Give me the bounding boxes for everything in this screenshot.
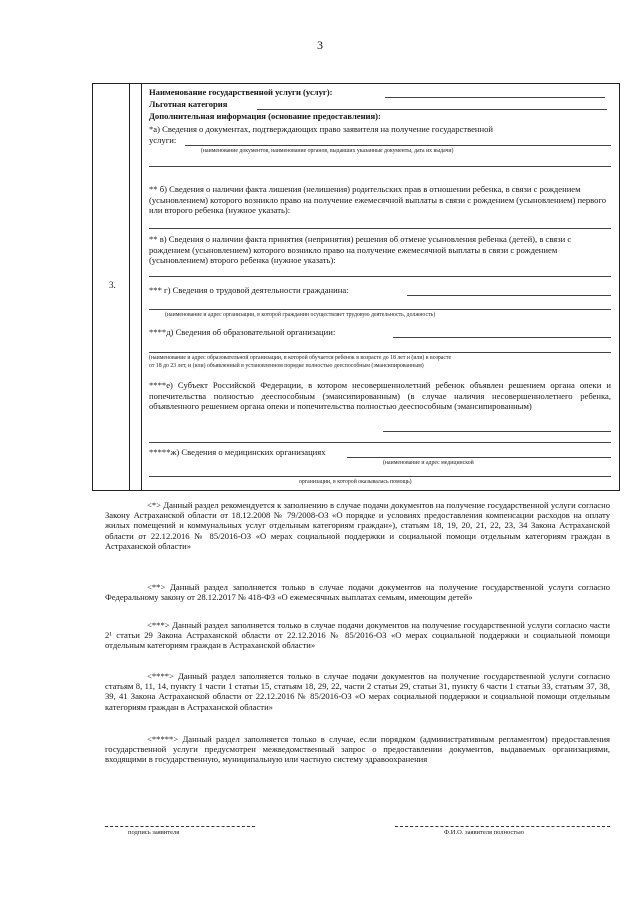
section-zh-caption-1: (наименование и адрес медицинской xyxy=(383,460,474,466)
benefit-category-field[interactable] xyxy=(257,109,607,110)
section-g-field-2[interactable] xyxy=(149,309,611,310)
footnote-1: <*> Данный раздел рекомендуется к заполнению в случае подачи документов на получение государственной услуги согласно Закону Астраханской области от 18.12.2008 № 79/2008-ОЗ «О порядке и условиях предоставления компенсации расходов на оплату жилых помещений и коммунальных услуг отдельным категориям граждан»), статьям 18, 19, 20, 21, 22, 23, 34 Закона Астраханской области от 22.12.2016 № 85/2016-ОЗ «О мерах социальной поддержки и социальной помощи отдельным категориям граждан в Астраханской области» xyxy=(105,500,610,551)
section-a-field[interactable] xyxy=(185,145,611,146)
section-e-field-2[interactable] xyxy=(149,442,611,443)
section-d-caption-1: (наименование и адрес образовательной организации, в которой обучается ребенок в возрасте до 18 лет и (или) в возрасте xyxy=(149,355,452,361)
service-name-label: Наименование государственной услуги (услуг): xyxy=(149,87,333,97)
section-d-field-2[interactable] xyxy=(149,352,611,353)
table-divider xyxy=(141,84,142,490)
footnote-5: <*****> Данный раздел заполняется только в случае, если порядком (административным регламентом) предоставления государственной услуги предусмотрен межведомственный запрос о предоставлении документов, выдаваемых организациями, входящими в государственную, муниципальную или частную систему здравоохранения xyxy=(105,734,610,765)
section-d-field[interactable] xyxy=(393,337,611,338)
section-d-text: ****д) Сведения об образовательной организации: xyxy=(149,327,336,337)
section-e-field[interactable] xyxy=(383,431,611,432)
section-a-caption: (наименование документов, наименование органов, выдавших указанные документы, дата их выдачи) xyxy=(201,148,454,154)
section-a-line1: *а) Сведения о документах, подтверждающих право заявителя на получение государственной xyxy=(149,124,494,134)
full-name-line[interactable] xyxy=(395,826,610,827)
section-v-text: ** в) Сведения о наличии факта принятия (непринятия) решения об отмене усыновления ребенка (детей), в связи с рождением (усыновлением) которого возникло право на получение ежемесячной выплаты в связи с рождением (усыновлением) второго ребенка (нужное указать): xyxy=(149,234,572,265)
section-e-text: ****е) Субъект Российской Федерации, в котором несовершеннолетний ребенок объявлен решением органа опеки и попечительства полностью дееспособным (эмансипированным) (в случае наличия несовершеннолетнего ребенка, объявленного решением органа опеки и попечительства полностью дееспособным (эмансипированным) xyxy=(149,380,611,411)
footnote-4: <****> Данный раздел заполняется только в случае подачи документов на получение государственной услуги согласно статьям 8, 11, 14, пункту 1 части 1 статьи 15, статьям 18, 29, 22, части 2 статьи 29, статьи 31, пункту 6 части 1 статьи 33, статьям 37, 38, 39, 41 Закона Астраханской области от 22.12.2016 № 85/2016-ОЗ «О мерах социальной поддержки и социальной помощи отдельным категориям граждан в Астраханской области» xyxy=(105,671,610,712)
section-g-text: *** г) Сведения о трудовой деятельности гражданина: xyxy=(149,285,349,295)
section-g-caption: (наименование и адрес организации, в которой гражданин осуществляет трудовую деятельность, должность) xyxy=(165,312,436,318)
application-table xyxy=(92,83,620,491)
signature-caption: подпись заявителя xyxy=(128,829,180,836)
additional-info-label: Дополнительная информация (основание предоставления): xyxy=(149,111,381,121)
section-zh-caption-2: организации, в которой оказывалась помощь) xyxy=(299,479,412,485)
section-a-line2: услуги: xyxy=(149,135,177,145)
section-b-text: ** б) Сведения о наличии факта лишения (нелишения) родительских прав в отношении ребенка, в связи с рождением (усыновлением) которого возникло право на получение ежемесячной выплаты в связи с рождением (усыновлением) первого или второго ребенка (нужное указать): xyxy=(149,184,607,215)
section-zh-field-2[interactable] xyxy=(149,476,611,477)
page-number: 3 xyxy=(317,38,323,52)
table-divider xyxy=(129,84,130,490)
benefit-category-label: Льготная категория xyxy=(149,99,228,109)
section-zh-text: *****ж) Сведения о медицинских организациях xyxy=(149,447,326,457)
section-a-field-2[interactable] xyxy=(149,166,611,167)
row-number: 3. xyxy=(109,280,116,290)
section-v-field[interactable] xyxy=(149,276,611,277)
footnote-2: <**> Данный раздел заполняется только в случае подачи документов на получение государственной услуги согласно Федеральному закону от 28.12.2017 № 418-ФЗ «О ежемесячных выплатах семьям, имеющим детей» xyxy=(105,582,610,603)
section-b-field[interactable] xyxy=(149,228,611,229)
section-zh-field[interactable] xyxy=(347,457,611,458)
section-d-caption-2: от 18 до 23 лет, и (или) объявленный в установленном порядке полностью дееспособным (эмансипированным) xyxy=(149,363,424,369)
service-name-field[interactable] xyxy=(385,97,605,98)
full-name-caption: Ф.И.О. заявителя полностью xyxy=(444,829,524,836)
section-g-field[interactable] xyxy=(407,295,611,296)
signature-line[interactable] xyxy=(105,826,255,827)
footnote-3: <***> Данный раздел заполняется только в случае подачи документов на получение государственной услуги согласно части 2¹ статьи 29 Закона Астраханской области от 22.12.2016 № 85/2016-ОЗ «О мерах социальной поддержки и социальной помощи отдельным категориям граждан в Астраханской области» xyxy=(105,620,610,651)
